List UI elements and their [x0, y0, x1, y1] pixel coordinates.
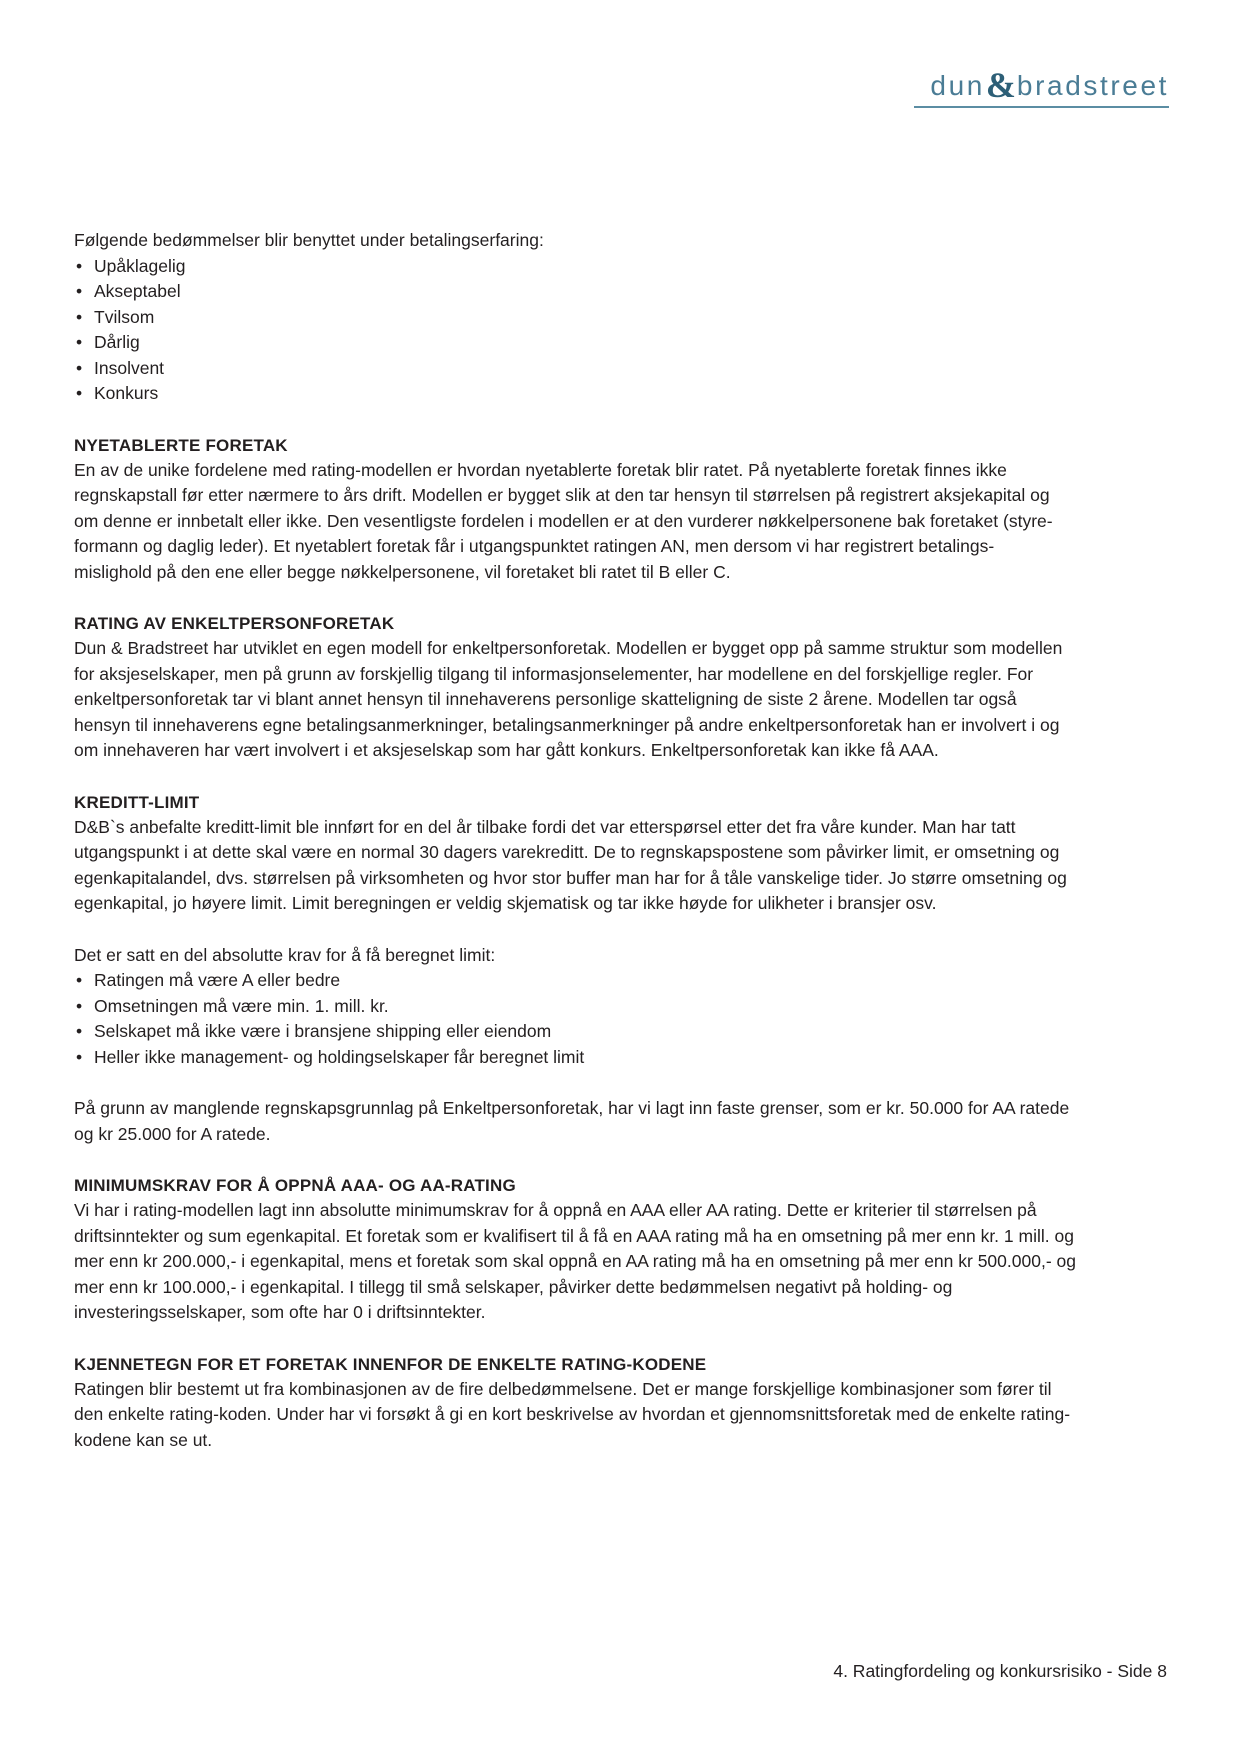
list-item: • Heller ikke management- og holdingselskaper får beregnet limit — [74, 1045, 1076, 1071]
limit-criteria-note: På grunn av manglende regnskapsgrunnlag på Enkeltpersonforetak, har vi lagt inn faste grenser, som er kr. 50.000 for AA ratede og kr 25.000 for A ratede. — [74, 1098, 1070, 1144]
list-item: • Selskapet må ikke være i bransjene shipping eller eiendom — [74, 1019, 1076, 1045]
section-kjennetegn — [74, 1352, 1076, 1454]
logo-word-bradstreet: bradstreet — [1016, 70, 1169, 101]
list-item: • Insolvent — [74, 356, 1076, 382]
logo-ampersand-icon: & — [985, 65, 1016, 105]
section-paragraph: D&B`s anbefalte kreditt-limit ble innført for en del år tilbake fordi det var etterspørsel etter det fra våre kunder. Man har tatt utgangspunkt i at dette skal være en normal 30 dagers varekreditt. De to regnskapspostene som påvirker limit, er omsetning og egenkapitalandel, dvs. størrelsen på virksomheten og hvor stor buffer man har for å tåle vanskelige tider. Jo større omsetning og egenkapital, jo høyere limit. Limit beregningen er veldig skjematisk og tar ikke høyde for ulikheter i bransjer osv. — [74, 816, 1067, 913]
section-paragraph: En av de unike fordelene med rating-modellen er hvordan nyetablerte foretak blir ratet. På nyetablerte foretak finnes ikke regnskapstall før etter nærmere to års drift. Modellen er bygget slik at den tar hensyn til størrelsen på registrert aksjekapital og om denne er innbetalt eller ikke. Den vesentligste fordelen i modellen er at den vurderer nøkkelpersonene bak foretaket (styre- formann og daglig leder). Et nyetablert foretak får i utgangspunktet ratingen AN, men dersom vi har registrert betalings- mislighold på den ene eller begge nøkkelpersonene, vil foretaket bli ratet til B eller C. — [74, 459, 1053, 582]
section-paragraph: Ratingen blir bestemt ut fra kombinasjonen av de fire delbedømmelsene. Det er mange forskjellige kombinasjoner som fører til den enkelte rating-koden. Under har vi forsøkt å gi en kort beskrivelse av hvordan et gjennomsnittsforetak med de enkelte rating-kodene kan se ut. — [74, 1378, 1071, 1450]
list-item: • Upåklagelig — [74, 254, 1076, 280]
footer-text: 4. Ratingfordeling og konkursrisiko - Side 8 — [833, 1661, 1167, 1681]
section-nyetablerte-foretak — [74, 433, 1076, 586]
logo-word-dun: dun — [930, 70, 985, 101]
limit-criteria-list — [74, 968, 1076, 1070]
payment-assessment-list — [74, 254, 1076, 407]
intro-lead-text: Følgende bedømmelser blir benyttet under betalingserfaring: — [74, 230, 544, 250]
list-item: • Omsetningen må være min. 1. mill. kr. — [74, 994, 1076, 1020]
limit-criteria-block — [74, 943, 1076, 1071]
section-minimumskrav — [74, 1173, 1076, 1326]
section-kreditt-limit — [74, 790, 1076, 917]
list-item: • Konkurs — [74, 381, 1076, 407]
section-heading: NYETABLERTE FORETAK — [74, 435, 288, 455]
section-rating-av-enkeltpersonforetak — [74, 611, 1076, 764]
list-item: • Tvilsom — [74, 305, 1076, 331]
brand-logo — [930, 62, 1169, 104]
list-item: • Akseptabel — [74, 279, 1076, 305]
list-item: • Dårlig — [74, 330, 1076, 356]
limit-criteria-note-block — [74, 1096, 1076, 1147]
section-heading: RATING AV ENKELTPERSONFORETAK — [74, 614, 395, 633]
section-heading: MINIMUMSKRAV FOR Å OPPNÅ AAA- OG AA-RATING — [74, 1176, 516, 1195]
section-paragraph: Dun & Bradstreet har utviklet en egen modell for enkeltpersonforetak. Modellen er bygget opp på samme struktur som modellen for aksjeselskaper, men på grunn av forskjellig tilgang til informasjonselementer, har modellene en del forskjellige regler. For enkeltpersonforetak tar vi blant annet hensyn til innehaverens personlige skatteligning de siste 2 årene. Modellen tar også hensyn til innehaverens egne betalingsanmerkninger, betalingsanmerkninger på andre enkeltpersonforetak han er involvert i og om innehaveren har vært involvert i et aksjeselskap som har gått konkurs. Enkeltpersonforetak kan ikke få AAA. — [74, 638, 1063, 760]
section-heading: KREDITT-LIMIT — [74, 792, 200, 812]
section-heading: KJENNETEGN FOR ET FORETAK INNENFOR DE ENKELTE RATING-KODENE — [74, 1354, 707, 1374]
logo-underline-divider — [914, 106, 1169, 108]
section-paragraph: Vi har i rating-modellen lagt inn absolutte minimumskrav for å oppnå en AAA eller AA rating. Dette er kriterier til størrelsen på driftsinntekter og sum egenkapital. Et foretak som er kvalifisert til å få en AAA rating må ha en omsetning på mer enn kr. 1 mill. og mer enn kr 200.000,- i egenkapital, mens et foretak som skal oppnå en AA rating må ha en omsetning på mer enn kr 500.000,- og mer enn kr 100.000,- i egenkapital. I tillegg til små selskaper, påvirker dette bedømmelsen negativt på holding- og investeringsselskaper, som ofte har 0 i driftsinntekter. — [74, 1200, 1076, 1322]
list-item: • Ratingen må være A eller bedre — [74, 968, 1076, 994]
limit-criteria-lead: Det er satt en del absolutte krav for å få beregnet limit: — [74, 944, 496, 965]
document-body — [74, 228, 1076, 1453]
page-footer — [0, 1661, 1167, 1682]
